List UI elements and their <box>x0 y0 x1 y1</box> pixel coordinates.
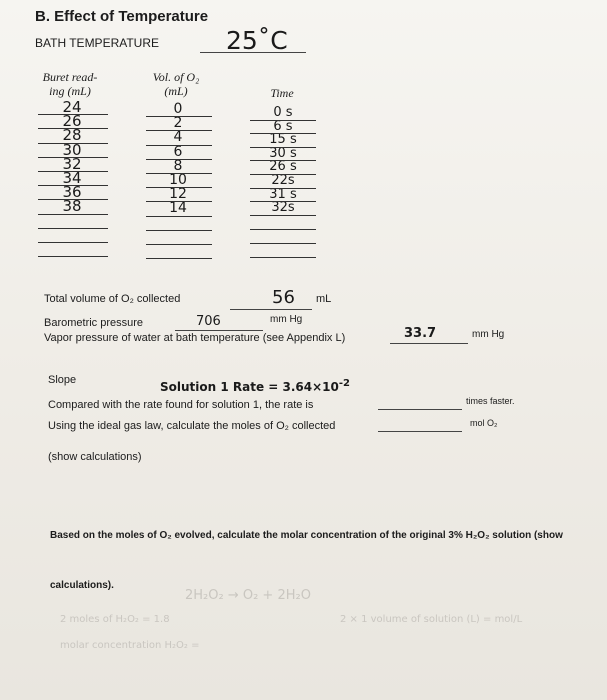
vol-rule <box>146 258 212 259</box>
vol-cell: 8 <box>173 157 183 174</box>
buret-rule <box>38 114 108 115</box>
total-volume-label: Total volume of O₂ collected <box>44 293 181 305</box>
barometric-unit: mm Hg <box>270 314 303 325</box>
total-volume-unit: mL <box>316 293 332 305</box>
vol-cell: 0 <box>173 101 183 117</box>
barometric-label: Barometric pressure <box>44 317 144 329</box>
buret-rule <box>38 185 108 186</box>
vol-rule <box>146 116 212 117</box>
vol-rule <box>146 159 212 160</box>
buret-rule <box>38 256 108 257</box>
time-rule <box>250 188 316 189</box>
vapor-unit: mm Hg <box>472 329 505 340</box>
time-cell: 31 s <box>269 186 297 202</box>
vol-rule <box>146 130 212 131</box>
buret-cell: 34 <box>62 169 82 187</box>
vapor-line <box>390 343 468 344</box>
vol-cell: 14 <box>169 200 187 217</box>
vol-header <box>140 70 212 98</box>
vol-cell: 12 <box>169 186 187 203</box>
time-cell: 32s <box>271 200 295 216</box>
section-title: B. Effect of Temperature <box>35 8 209 25</box>
buret-rule <box>38 199 108 200</box>
time-rule <box>250 160 316 161</box>
vol-header-line2: (mL) <box>164 84 188 98</box>
vol-cell: 4 <box>173 129 183 146</box>
time-rule <box>250 133 316 134</box>
vol-cell: 10 <box>169 172 187 188</box>
moles-unit: mol O₂ <box>470 418 498 428</box>
vapor-value: 33.7 <box>404 326 437 341</box>
slope-value-text: Solution 1 Rate = 3.64×10 <box>160 380 339 394</box>
buret-cell: 26 <box>62 112 82 131</box>
buret-cell: 32 <box>62 154 82 173</box>
barometric-value: 706 <box>196 314 221 329</box>
bleed-through-moles: 2 moles of H₂O₂ = 1.8 <box>60 614 170 625</box>
moles-line <box>378 431 462 432</box>
buret-rule <box>38 143 108 144</box>
buret-header-line2: ing (mL) <box>49 84 91 98</box>
buret-rule <box>38 228 108 229</box>
buret-cell: 38 <box>62 197 82 216</box>
barometric-line <box>175 330 263 331</box>
buret-rule <box>38 242 108 243</box>
compare-unit: times faster. <box>466 396 515 406</box>
time-cell: 26 s <box>269 159 297 175</box>
show-calculations-label: (show calculations) <box>48 451 142 463</box>
time-rule <box>250 174 316 175</box>
total-volume-line <box>230 309 312 310</box>
total-volume-value: 56 <box>272 287 295 308</box>
compare-line <box>378 409 462 410</box>
time-rule <box>250 243 316 244</box>
compare-label: Compared with the rate found for solution 1, the rate is <box>48 399 314 411</box>
vol-rule <box>146 216 212 217</box>
bath-temperature-label: BATH TEMPERATURE <box>35 36 160 50</box>
buret-rule <box>38 171 108 172</box>
time-rule <box>250 229 316 230</box>
buret-header-line1: Buret read- <box>42 70 98 84</box>
molar-concentration-label-2: calculations). <box>50 580 114 591</box>
molar-concentration-label: Based on the moles of O₂ evolved, calculate the molar concentration of the original 3% H₂O₂ solution (show <box>50 530 563 541</box>
vol-rule <box>146 244 212 245</box>
time-rule <box>250 147 316 148</box>
vol-rule <box>146 145 212 146</box>
time-cell: 30 s <box>269 145 297 161</box>
vapor-label: Vapor pressure of water at bath temperature (see Appendix L) <box>44 332 346 344</box>
bleed-through-equation: 2H₂O₂ → O₂ + 2H₂O <box>185 588 311 603</box>
buret-rule <box>38 214 108 215</box>
slope-value <box>160 378 350 394</box>
time-cell: 6 s <box>273 118 293 134</box>
buret-cell: 30 <box>62 140 82 159</box>
vol-rule <box>146 187 212 188</box>
slope-label: Slope <box>48 374 77 386</box>
buret-cell: 36 <box>62 183 82 202</box>
moles-label: Using the ideal gas law, calculate the moles of O₂ collected <box>48 420 336 432</box>
buret-cell: 24 <box>62 98 82 116</box>
time-rule <box>250 201 316 202</box>
bleed-through-volume: 2 × 1 volume of solution (L) = mol/L <box>340 614 523 625</box>
time-cell: 22s <box>271 173 295 188</box>
buret-header <box>30 70 110 98</box>
vol-cell: 2 <box>173 115 183 132</box>
time-header: Time <box>270 86 294 100</box>
time-rule <box>250 120 316 121</box>
vol-rule <box>146 230 212 231</box>
time-rule <box>250 257 316 258</box>
vol-rule <box>146 173 212 174</box>
bleed-through-molar: molar concentration H₂O₂ = <box>60 640 200 651</box>
time-cell: 0 s <box>273 105 293 120</box>
buret-rule <box>38 128 108 129</box>
slope-exponent: -2 <box>338 378 350 389</box>
vol-header-line1: Vol. of O₂ <box>152 70 200 84</box>
time-cell: 15 s <box>269 132 297 148</box>
buret-rule <box>38 157 108 158</box>
buret-cell: 28 <box>62 126 82 145</box>
vol-rule <box>146 201 212 202</box>
time-rule <box>250 215 316 216</box>
bath-temperature-value: 25˚C <box>226 26 288 55</box>
vol-cell: 6 <box>173 143 183 160</box>
